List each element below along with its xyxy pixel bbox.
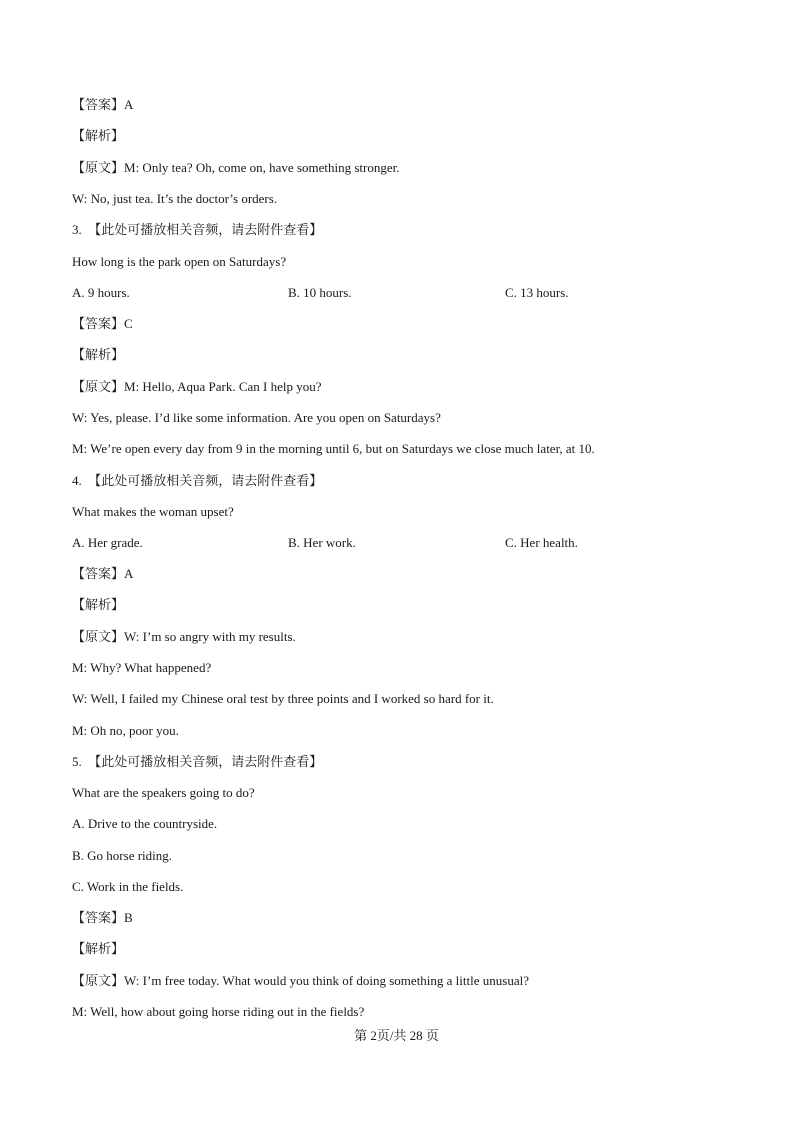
audio-note[interactable]: 【此处可播放相关音频，请去附件查看】	[88, 222, 323, 237]
q5-answer	[72, 910, 133, 926]
q5-option-a: A. Drive to the countryside.	[72, 816, 218, 831]
q4-option-c: C. Her health.	[505, 535, 578, 550]
answer-tag: 【答案】	[72, 910, 125, 925]
q4-transcript-line: M: Oh no, poor you.	[72, 723, 179, 738]
transcript-text: M: Hello, Aqua Park. Can I help you?	[124, 379, 322, 394]
transcript-text: W: I’m free today. What would you think of doing something a little unusual?	[124, 973, 529, 988]
q5-header	[72, 754, 322, 770]
page-footer: 第 2页/共 28 页	[354, 1028, 439, 1043]
question-number: 4.	[72, 473, 82, 488]
transcript-tag: 【原文】	[72, 629, 125, 644]
answer-value: B	[124, 910, 133, 925]
transcript-tag: 【原文】	[72, 973, 125, 988]
q4-header	[72, 473, 322, 489]
q3-answer	[72, 316, 133, 332]
answer-tag: 【答案】	[72, 97, 125, 112]
q3-question: How long is the park open on Saturdays?	[72, 254, 287, 269]
question-number: 3.	[72, 222, 82, 237]
q4-analysis-tag: 【解析】	[72, 597, 125, 612]
answer-value: C	[124, 316, 133, 331]
q2-transcript-line: W: No, just tea. It’s the doctor’s orders.	[72, 191, 278, 206]
q4-answer	[72, 566, 133, 582]
q4-transcript-line: W: Well, I failed my Chinese oral test by three points and I worked so hard for it.	[72, 691, 494, 706]
q3-option-c: C. 13 hours.	[505, 285, 569, 300]
q4-option-b: B. Her work.	[288, 535, 356, 550]
q3-transcript-line: W: Yes, please. I’d like some information. Are you open on Saturdays?	[72, 410, 441, 425]
q2-answer	[72, 97, 133, 113]
audio-note[interactable]: 【此处可播放相关音频，请去附件查看】	[88, 754, 323, 769]
q5-option-c: C. Work in the fields.	[72, 879, 184, 894]
answer-value: A	[124, 566, 134, 581]
q5-transcript-line: M: Well, how about going horse riding out in the fields?	[72, 1004, 365, 1019]
q3-option-a: A. 9 hours.	[72, 285, 130, 300]
transcript-text: W: I’m so angry with my results.	[124, 629, 296, 644]
q5-transcript-line	[72, 973, 529, 989]
transcript-tag: 【原文】	[72, 160, 125, 175]
q3-transcript-line	[72, 379, 322, 395]
q3-analysis-tag: 【解析】	[72, 347, 125, 362]
q4-option-a: A. Her grade.	[72, 535, 143, 550]
q5-analysis-tag: 【解析】	[72, 941, 125, 956]
q4-question: What makes the woman upset?	[72, 504, 234, 519]
q2-transcript-line	[72, 160, 400, 176]
q5-question: What are the speakers going to do?	[72, 785, 255, 800]
q4-transcript-line: M: Why? What happened?	[72, 660, 212, 675]
answer-tag: 【答案】	[72, 566, 125, 581]
q2-analysis-tag: 【解析】	[72, 128, 125, 143]
transcript-text: M: Only tea? Oh, come on, have something stronger.	[124, 160, 400, 175]
answer-tag: 【答案】	[72, 316, 125, 331]
audio-note[interactable]: 【此处可播放相关音频，请去附件查看】	[88, 473, 323, 488]
q3-transcript-line: M: We’re open every day from 9 in the morning until 6, but on Saturdays we close much later, at 10.	[72, 441, 595, 456]
q3-header	[72, 222, 322, 238]
q5-option-b: B. Go horse riding.	[72, 848, 173, 863]
q3-option-b: B. 10 hours.	[288, 285, 352, 300]
transcript-tag: 【原文】	[72, 379, 125, 394]
q4-transcript-line	[72, 629, 296, 645]
answer-value: A	[124, 97, 134, 112]
question-number: 5.	[72, 754, 82, 769]
